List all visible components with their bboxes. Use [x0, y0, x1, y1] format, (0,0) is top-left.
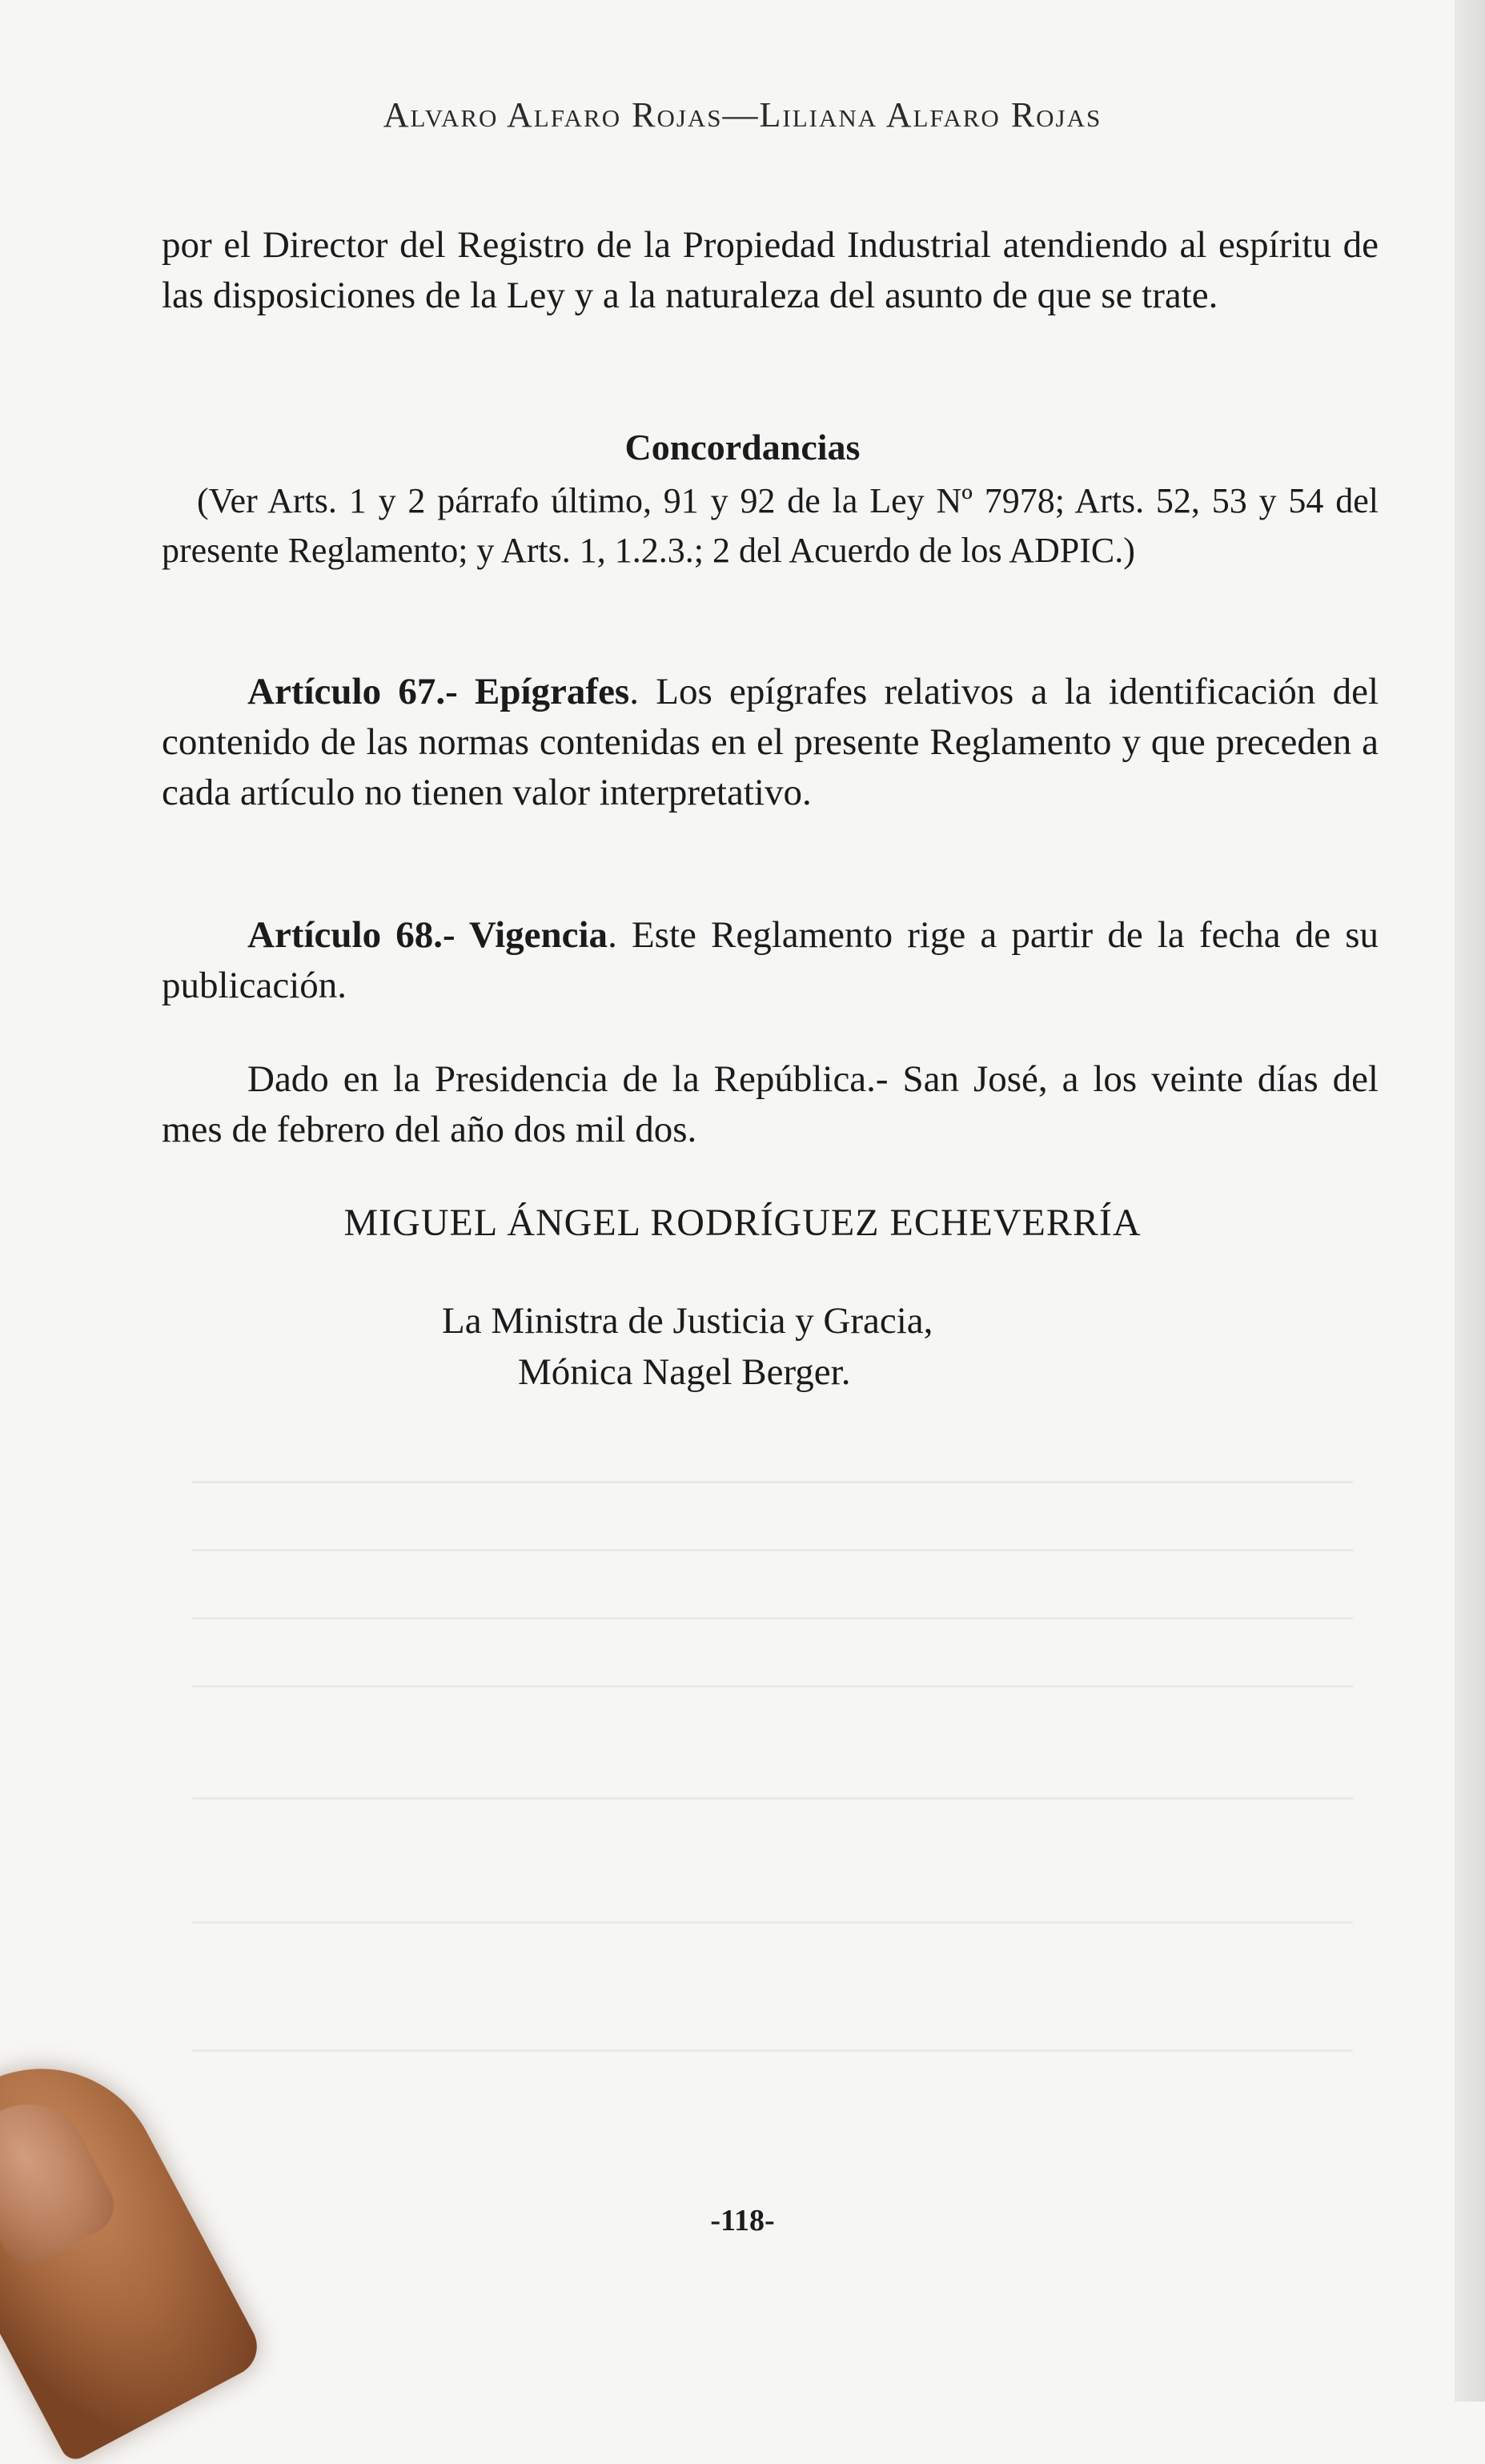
article-68-text: . Este Reglamento rige a partir de la fecha de su publicación. [162, 914, 1379, 1006]
minister-block [442, 1295, 933, 1398]
bleed-through-line [192, 1685, 1353, 1687]
concordancias-text: (Ver Arts. 1 y 2 párrafo último, 91 y 92 de la Ley Nº 7978; Arts. 52, 53 y 54 del presente Reglamento; y Arts. 1, 1.2.3.; 2 del Acuerdo de los ADPIC.) [162, 481, 1379, 570]
page-number: -118- [710, 2204, 775, 2237]
minister-title: La Ministra de Justicia y Gracia, [442, 1300, 933, 1342]
article-68-heading: Artículo 68.- Vigencia [247, 914, 608, 956]
bleed-through-line [192, 1921, 1353, 1924]
bleed-through-line [192, 1549, 1353, 1551]
concordancias-title: Concordancias [624, 427, 861, 468]
thumbnail-nail [0, 2083, 124, 2273]
bleed-through-line [192, 1797, 1353, 1800]
minister-name: Mónica Nagel Berger. [518, 1351, 851, 1393]
article-67-heading: Artículo 67.- Epígrafes [247, 671, 630, 712]
thumb-holding-page [0, 2027, 267, 2464]
closing-paragraph: Dado en la Presidencia de la República.- San José, a los veinte días del mes de febrero del año dos mil dos. [162, 1058, 1379, 1150]
article-67 [162, 667, 1379, 818]
bleed-through-line [192, 1617, 1353, 1619]
article-68 [162, 910, 1379, 1011]
bleed-through-line [192, 2049, 1353, 2052]
bleed-through-line [192, 1481, 1353, 1483]
article-67-text: . Los epígrafes relativos a la identificación del contenido de las normas contenidas en el presente Reglamento y que preceden a cada artículo no tienen valor interpretativo. [162, 671, 1379, 813]
running-header: Alvaro Alfaro Rojas—Liliana Alfaro Rojas [383, 95, 1102, 134]
signatory-name: MIGUEL ÁNGEL RODRÍGUEZ ECHEVERRÍA [343, 1202, 1142, 1244]
paragraph-continuation: por el Director del Registro de la Propiedad Industrial atendiendo al espíritu de las disposiciones de la Ley y a la naturaleza del asunto de que se trate. [162, 224, 1379, 316]
